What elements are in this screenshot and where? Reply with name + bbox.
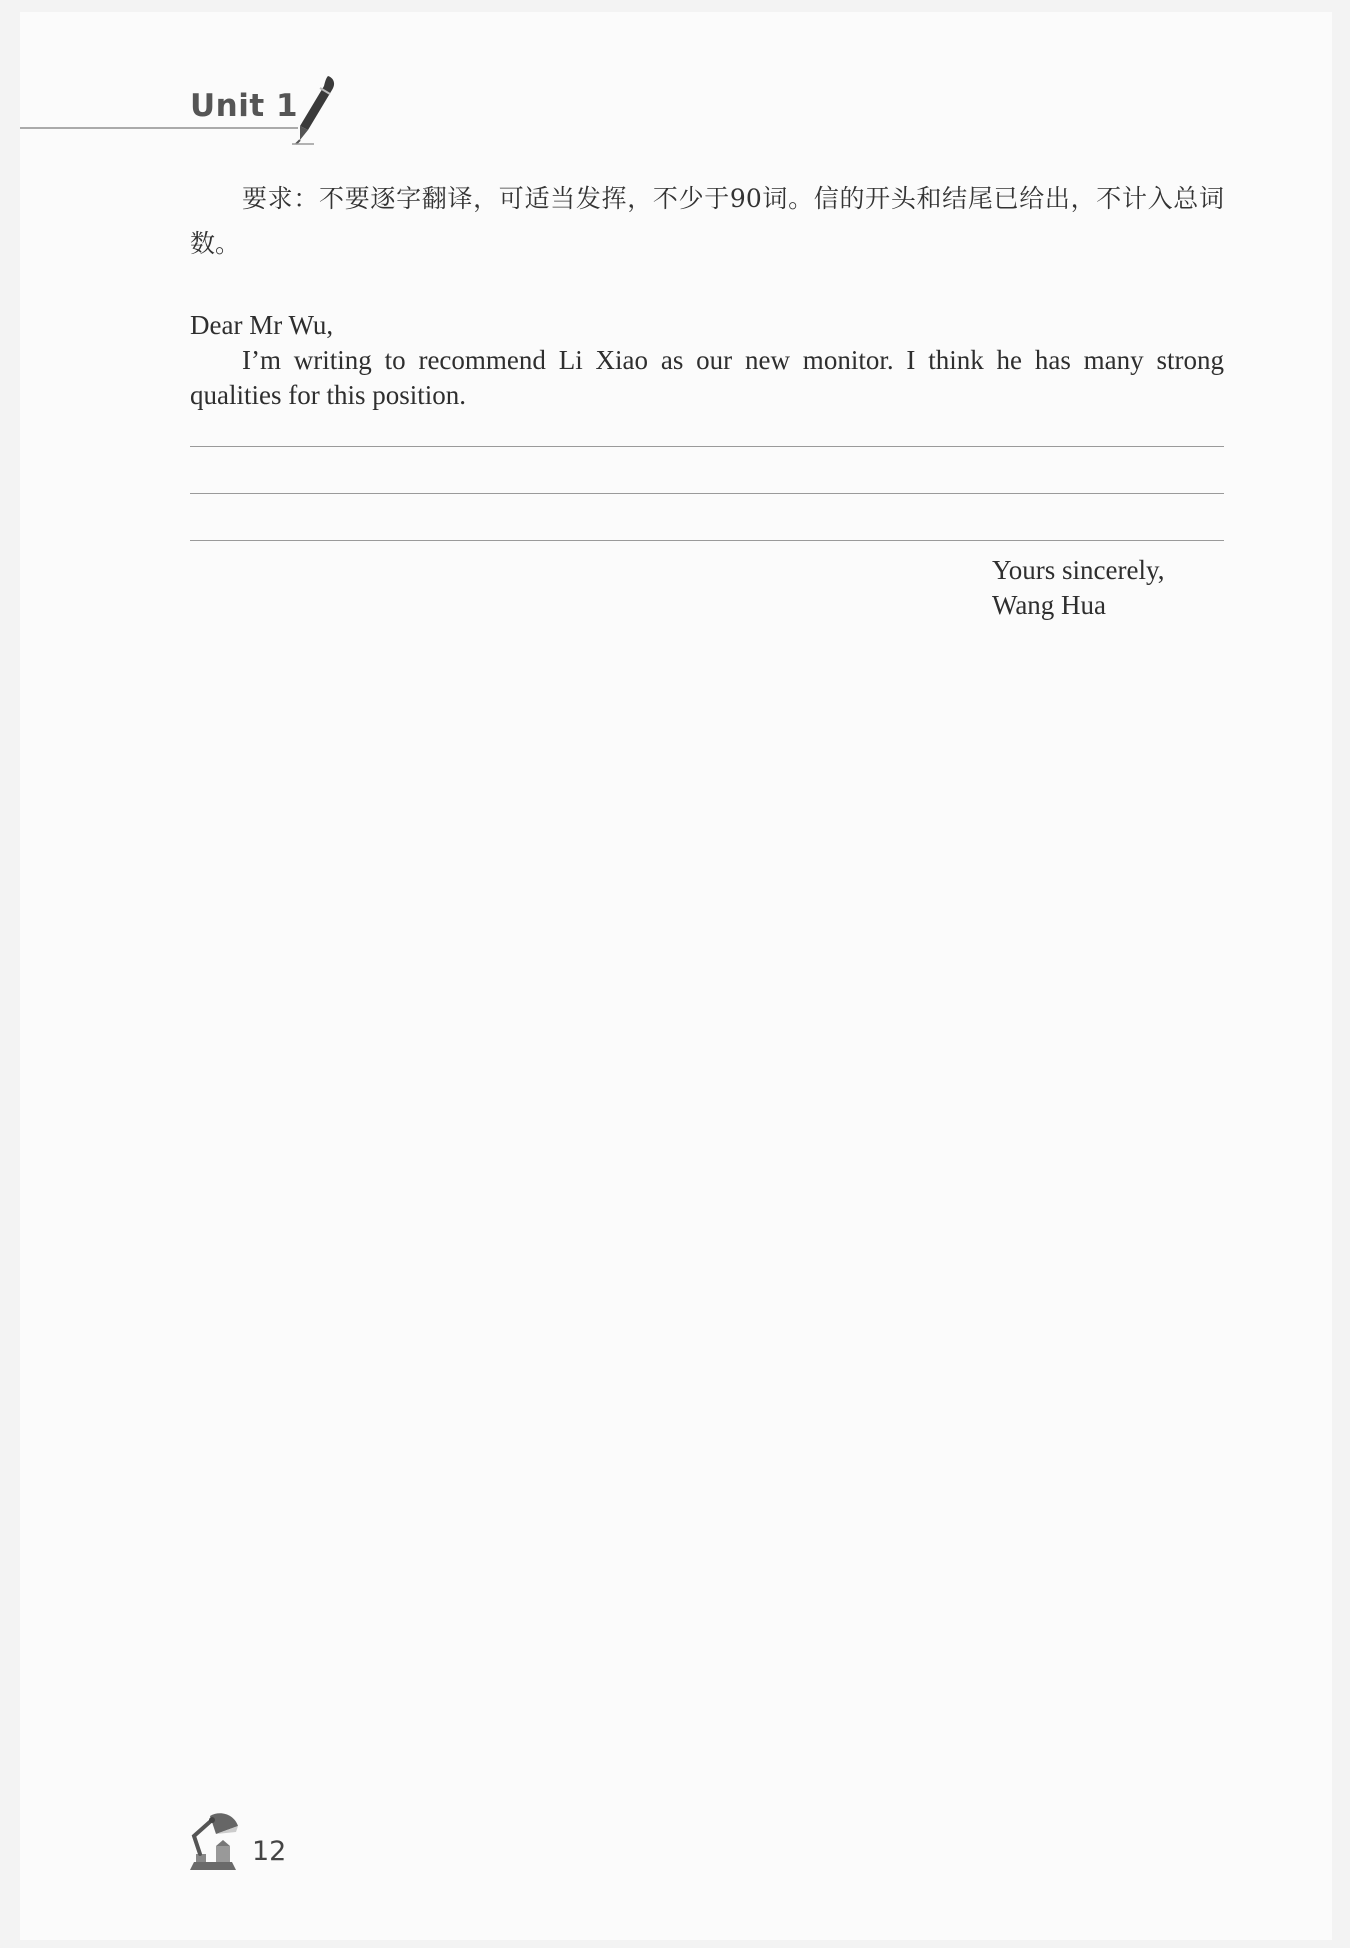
writing-instructions: 要求：不要逐字翻译，可适当发挥，不少于90词。信的开头和结尾已给出，不计入总词数。 [190, 184, 1224, 258]
pen-icon [290, 74, 338, 146]
answer-line[interactable] [190, 540, 1224, 541]
answer-line[interactable] [190, 446, 1224, 447]
signature: Wang Hua [992, 590, 1107, 620]
letter-body: I’m writing to recommend Li Xiao as our new monitor. I think he has many strong qualities for this position. [190, 345, 1224, 410]
header-rule [20, 127, 298, 129]
unit-title: Unit 1 [190, 88, 299, 124]
answer-line[interactable] [190, 493, 1224, 494]
page-number: 12 [252, 1836, 287, 1867]
letter-closing [992, 553, 1165, 623]
page [20, 12, 1332, 1940]
letter-salutation: Dear Mr Wu, [190, 310, 334, 340]
desk-lamp-icon [186, 1810, 244, 1874]
closing-phrase: Yours sincerely, [992, 555, 1165, 585]
